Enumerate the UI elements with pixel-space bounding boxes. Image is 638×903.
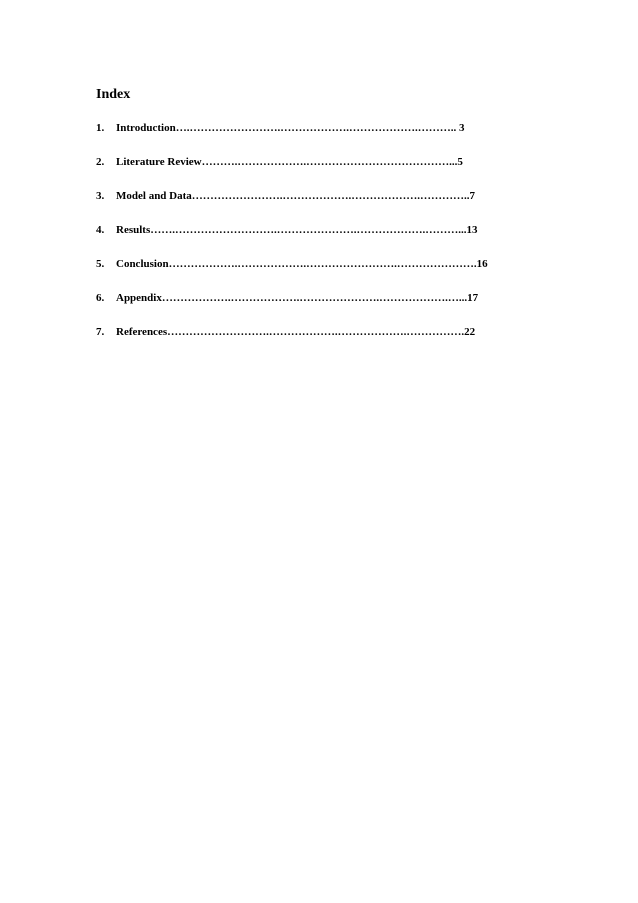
toc-entry-number: 2. xyxy=(96,156,105,168)
index-heading: Index xyxy=(96,87,131,102)
table-of-contents xyxy=(96,120,546,358)
toc-entry-text: Results…….……………………….………………….……………….………...13 xyxy=(116,224,478,236)
toc-entry-number: 5. xyxy=(96,258,105,270)
toc-entry-number: 3. xyxy=(96,190,105,202)
toc-entry-references xyxy=(96,324,546,358)
toc-entry-introduction xyxy=(96,120,546,154)
toc-entry-text: Model and Data…………………….……………….……………….…………..7 xyxy=(116,190,476,202)
toc-entry-conclusion xyxy=(96,256,546,290)
toc-entry-text: References……………………….……………….……………….…………….22 xyxy=(116,326,476,338)
toc-entry-number: 4. xyxy=(96,224,105,236)
toc-entry-number: 6. xyxy=(96,292,105,304)
toc-entry-text: Literature Review……….……………….…………………………………...5 xyxy=(116,156,463,168)
toc-entry-model-and-data xyxy=(96,188,546,222)
toc-entry-results xyxy=(96,222,546,256)
toc-entry-text: Appendix……………….……………….………………….……………….…...17 xyxy=(116,292,479,304)
toc-entry-literature-review xyxy=(96,154,546,188)
toc-entry-number: 1. xyxy=(96,122,105,134)
toc-entry-appendix xyxy=(96,290,546,324)
toc-entry-text: Introduction….…………………….……………….……………….……….. 3 xyxy=(116,122,465,134)
toc-entry-number: 7. xyxy=(96,326,105,338)
toc-entry-text: Conclusion……………….……………….…………………….………………….16 xyxy=(116,258,488,270)
